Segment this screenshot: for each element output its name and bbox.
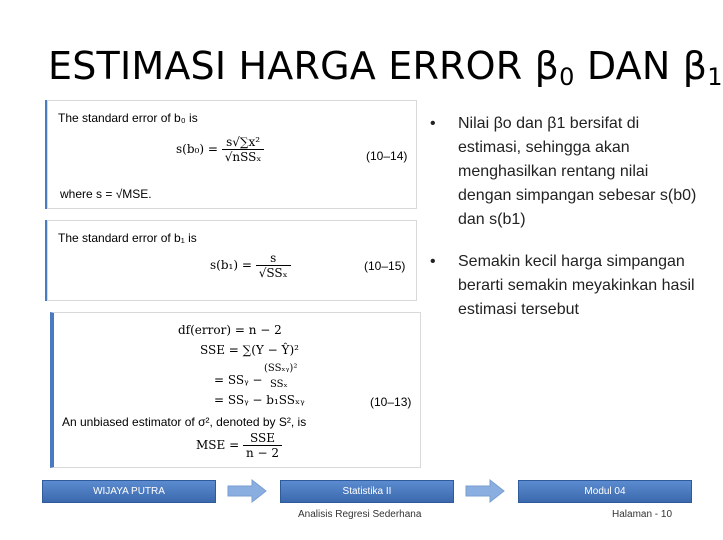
- bullet-list: [428, 112, 698, 340]
- bullet-marker: •: [430, 115, 436, 132]
- bullet-text: Semakin kecil harga simpangan berarti semakin meyakinkan hasil estimasi tersebut: [458, 253, 695, 318]
- footer-author: WIJAYA PUTRA: [42, 480, 216, 503]
- equation-number: (10–15): [364, 259, 406, 273]
- bullet-marker: •: [430, 253, 436, 270]
- bullet-text: Nilai βo dan β1 bersifat di estimasi, sehingga akan menghasilkan rentang nilai dengan simpangan sebesar s(b0) dan s(b1): [458, 115, 697, 228]
- footer-page-number: Halaman - 10: [612, 509, 673, 520]
- formula-panel-b0: [47, 100, 417, 209]
- panel-heading: The standard error of b₁ is: [58, 231, 197, 245]
- equation-number: (10–13): [370, 395, 412, 409]
- formula-sb0: s(b₀) = $\frac{\text{s√∑x²}}{\text{√nSSₓ}}$: [176, 135, 264, 164]
- footer-topic: Analisis Regresi Sederhana: [298, 509, 422, 520]
- arrow-right-icon: [466, 479, 506, 503]
- bullet-item: [428, 250, 698, 322]
- ssx-denom: SSₓ: [270, 379, 288, 390]
- mse-intro: An unbiased estimator of σ², denoted by S², is: [62, 415, 307, 429]
- bullet-item: [428, 112, 698, 232]
- footer-course: Statistika II: [280, 480, 454, 503]
- slide-title: ESTIMASI HARGA ERROR $\beta_0$ DAN $\beta_1$: [48, 44, 723, 91]
- sse-expand-2: = SSᵧ − b₁SSₓᵧ: [214, 393, 305, 407]
- equation-number: (10–14): [366, 149, 408, 163]
- sse-def: SSE = ∑(Y − Ŷ)²: [200, 343, 299, 357]
- sse-expand-1: = SSᵧ −: [214, 373, 263, 387]
- panel-heading: The standard error of b₀ is: [58, 111, 198, 125]
- footer-module: Modul 04: [518, 480, 692, 503]
- mse-formula: MSE = $\frac{\text{SSE}}{n - 2}$: [196, 431, 282, 460]
- sxy-squared: (SSₓᵧ)²: [264, 363, 298, 374]
- formula-sb1: s(b₁) = $\frac{s}{\text{√SSₓ}}$: [210, 251, 291, 280]
- df-error: df(error) = n − 2: [178, 323, 282, 337]
- formula-panel-sse: [50, 312, 421, 468]
- arrow-right-icon: [228, 479, 268, 503]
- where-clause: where s = √MSE.: [60, 187, 152, 201]
- formula-panel-b1: [47, 220, 417, 301]
